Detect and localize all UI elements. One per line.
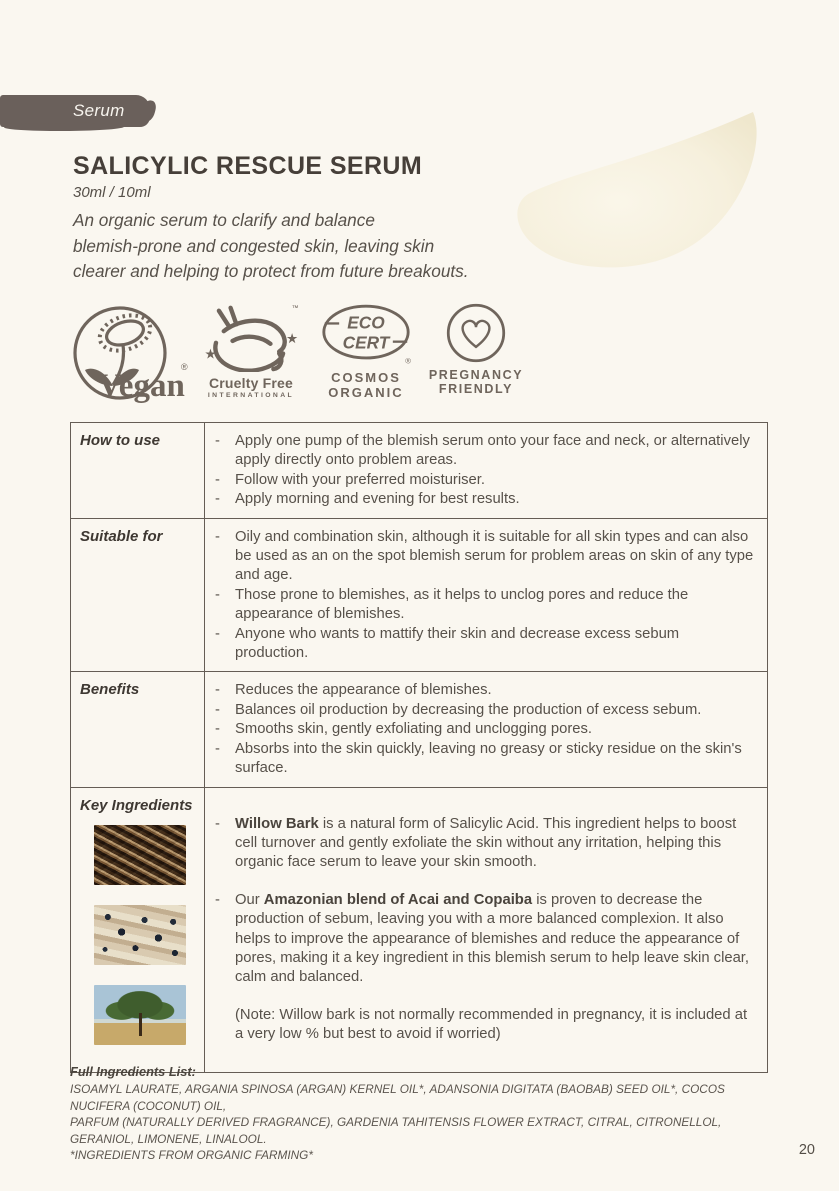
- row-label: Suitable for: [80, 527, 163, 545]
- pregnancy-friendly-badge: [423, 302, 529, 396]
- ingredients-line: PARFUM (NATURALLY DERIVED FRAGRANCE), GARDENIA TAHITENSIS FLOWER EXTRACT, CITRAL, CITRONELLOL, GERANIOL, LIMONENE, LINALOOL.: [70, 1115, 722, 1146]
- bullet-dash: -: [215, 891, 220, 908]
- bullet-dash: -: [215, 625, 220, 642]
- bullet-item: [215, 891, 755, 988]
- bullet-item: [215, 815, 755, 873]
- pregnancy-sublabel-2: FRIENDLY: [438, 382, 514, 396]
- row-label-cell: [71, 423, 205, 518]
- heart-circle-icon: [445, 302, 507, 364]
- serum-tab-label: Serum: [73, 101, 125, 120]
- bullet-item: [215, 432, 755, 471]
- bullet-item: [215, 490, 755, 509]
- bullet-text: Anyone who wants to mattify their skin and decrease excess sebum production.: [235, 625, 680, 662]
- ingredients-lines: [70, 1081, 775, 1164]
- bullet-text: Oily and combination skin, although it is suitable for all skin types and can also be used as an on the spot blemish serum for problem areas on skin of any type and age.: [235, 528, 754, 584]
- bullet-item: [215, 720, 755, 739]
- bullet-text: Absorbs into the skin quickly, leaving no greasy or sticky residue on the skin's surface.: [235, 740, 742, 777]
- cruelty-free-sublabel: INTERNATIONAL: [207, 392, 295, 399]
- page-title: SALICYLIC RESCUE SERUM: [73, 152, 423, 180]
- bullet-dash: -: [215, 815, 220, 832]
- bullet-text: Those prone to blemishes, as it helps to unclog pores and reduce the appearance of blemishes.: [235, 586, 689, 623]
- row-label-cell: [71, 519, 205, 672]
- bullet-dash: -: [215, 740, 220, 757]
- bullet-dash: -: [215, 682, 220, 699]
- ingredients-title: Full Ingredients List:: [70, 1064, 196, 1079]
- bullet-text: Balances oil production by decreasing the production of excess sebum.: [235, 701, 702, 718]
- svg-text:★: ★: [204, 346, 217, 362]
- description-line: blemish-prone and congested skin, leaving skin: [73, 235, 435, 256]
- page-number: 20: [798, 1142, 815, 1158]
- pregnancy-sublabel-1: PREGNANCY: [428, 368, 524, 382]
- bullet-item: [215, 701, 755, 720]
- leaping-bunny-icon: [202, 302, 300, 372]
- svg-text:CERT: CERT: [342, 332, 390, 353]
- full-ingredients-section: [70, 1064, 775, 1164]
- ecocert-oval-icon: [320, 302, 412, 366]
- bullet-dash: -: [215, 491, 220, 508]
- svg-text:™: ™: [291, 304, 299, 312]
- row-label-cell: [71, 672, 205, 786]
- bullet-dash: -: [215, 586, 220, 603]
- row-content-cell: [205, 519, 767, 672]
- bullet-dash: -: [215, 701, 220, 718]
- bullet-dash: -: [215, 433, 220, 449]
- row-label: Benefits: [80, 681, 140, 699]
- svg-text:ECO: ECO: [347, 312, 385, 333]
- bullet-text: Willow Bark is a natural form of Salicylic Acid. This ingredient helps to boost cell turnover and gently exfoliate the skin without any irritation, helping this organic face serum to leave your skin smooth.: [235, 815, 737, 871]
- ingredients-line: ISOAMYL LAURATE, ARGANIA SPINOSA (ARGAN) KERNEL OIL*, ADANSONIA DIGITATA (BAOBAB) SEED OIL*, COCOS NUCIFERA (COCONUT) OIL,: [70, 1082, 725, 1113]
- bullet-text: Apply one pump of the blemish serum onto your face and neck, or alternatively apply directly onto problem areas.: [235, 433, 750, 469]
- row-content-cell: [205, 672, 767, 786]
- pregnancy-note: (Note: Willow bark is not normally recommended in pregnancy, it is included at a very low % but best to avoid if worried): [235, 1006, 748, 1043]
- acai-berries-image: [94, 905, 186, 965]
- product-volume: 30ml / 10ml: [73, 184, 151, 201]
- row-label-cell: [71, 788, 205, 1072]
- svg-text:Vegan: Vegan: [98, 368, 185, 404]
- bullet-text: Our Amazonian blend of Acai and Copaiba is proven to decrease the production of sebum, leaving you with a more balanced complexion. It also helps to improve the appearance of blemishes and reduce the appearance of pores, making it a key ingredient in this blemish serum to help leave skin clear, calm and balanced.: [235, 891, 750, 986]
- bullet-item: [215, 528, 755, 586]
- bullet-item: [215, 740, 755, 779]
- ingredients-line: *INGREDIENTS FROM ORGANIC FARMING*: [70, 1148, 313, 1162]
- row-label: Key Ingredients: [80, 796, 193, 814]
- bullet-item: [215, 471, 755, 490]
- cruelty-free-badge: [202, 302, 300, 399]
- bullet-dash: -: [215, 721, 220, 738]
- table-row: [71, 672, 767, 787]
- row-content-cell: [205, 788, 767, 1072]
- willow-bark-image: [94, 825, 186, 885]
- description-line: clearer and helping to protect from future breakouts.: [73, 261, 469, 281]
- cruelty-free-label: Cruelty Free: [208, 375, 294, 391]
- svg-text:★: ★: [286, 330, 299, 346]
- table-row: [71, 519, 767, 673]
- bullet-text: Apply morning and evening for best results.: [235, 491, 520, 508]
- product-description: [73, 208, 533, 285]
- ecocert-badge: [317, 302, 415, 400]
- bullet-dash: -: [215, 471, 220, 488]
- bullet-text: Smooths skin, gently exfoliating and unclogging pores.: [235, 721, 592, 738]
- description-line: An organic serum to clarify and balance: [73, 210, 375, 230]
- bullet-dash: -: [215, 528, 220, 545]
- ecocert-sublabel-1: COSMOS: [331, 370, 401, 385]
- copaiba-tree-image: [94, 985, 186, 1045]
- row-label: How to use: [80, 432, 161, 449]
- svg-text:®: ®: [405, 356, 411, 366]
- bullet-text: Reduces the appearance of blemishes.: [235, 682, 492, 699]
- table-row: [71, 423, 767, 519]
- table-row: [71, 788, 767, 1072]
- row-content-cell: [205, 423, 767, 518]
- info-table: [70, 422, 768, 1073]
- bullet-text: Follow with your preferred moisturiser.: [235, 471, 485, 488]
- bullet-item: [215, 586, 755, 625]
- serum-category-tab: [0, 95, 150, 127]
- svg-text:®: ®: [181, 362, 188, 372]
- ecocert-sublabel-2: ORGANIC: [328, 385, 404, 400]
- vegan-badge: [68, 302, 192, 406]
- bullet-item: [215, 681, 755, 700]
- bullet-item: [215, 625, 755, 664]
- vegan-sunflower-icon: [68, 302, 192, 406]
- serum-texture-smear: [498, 100, 800, 288]
